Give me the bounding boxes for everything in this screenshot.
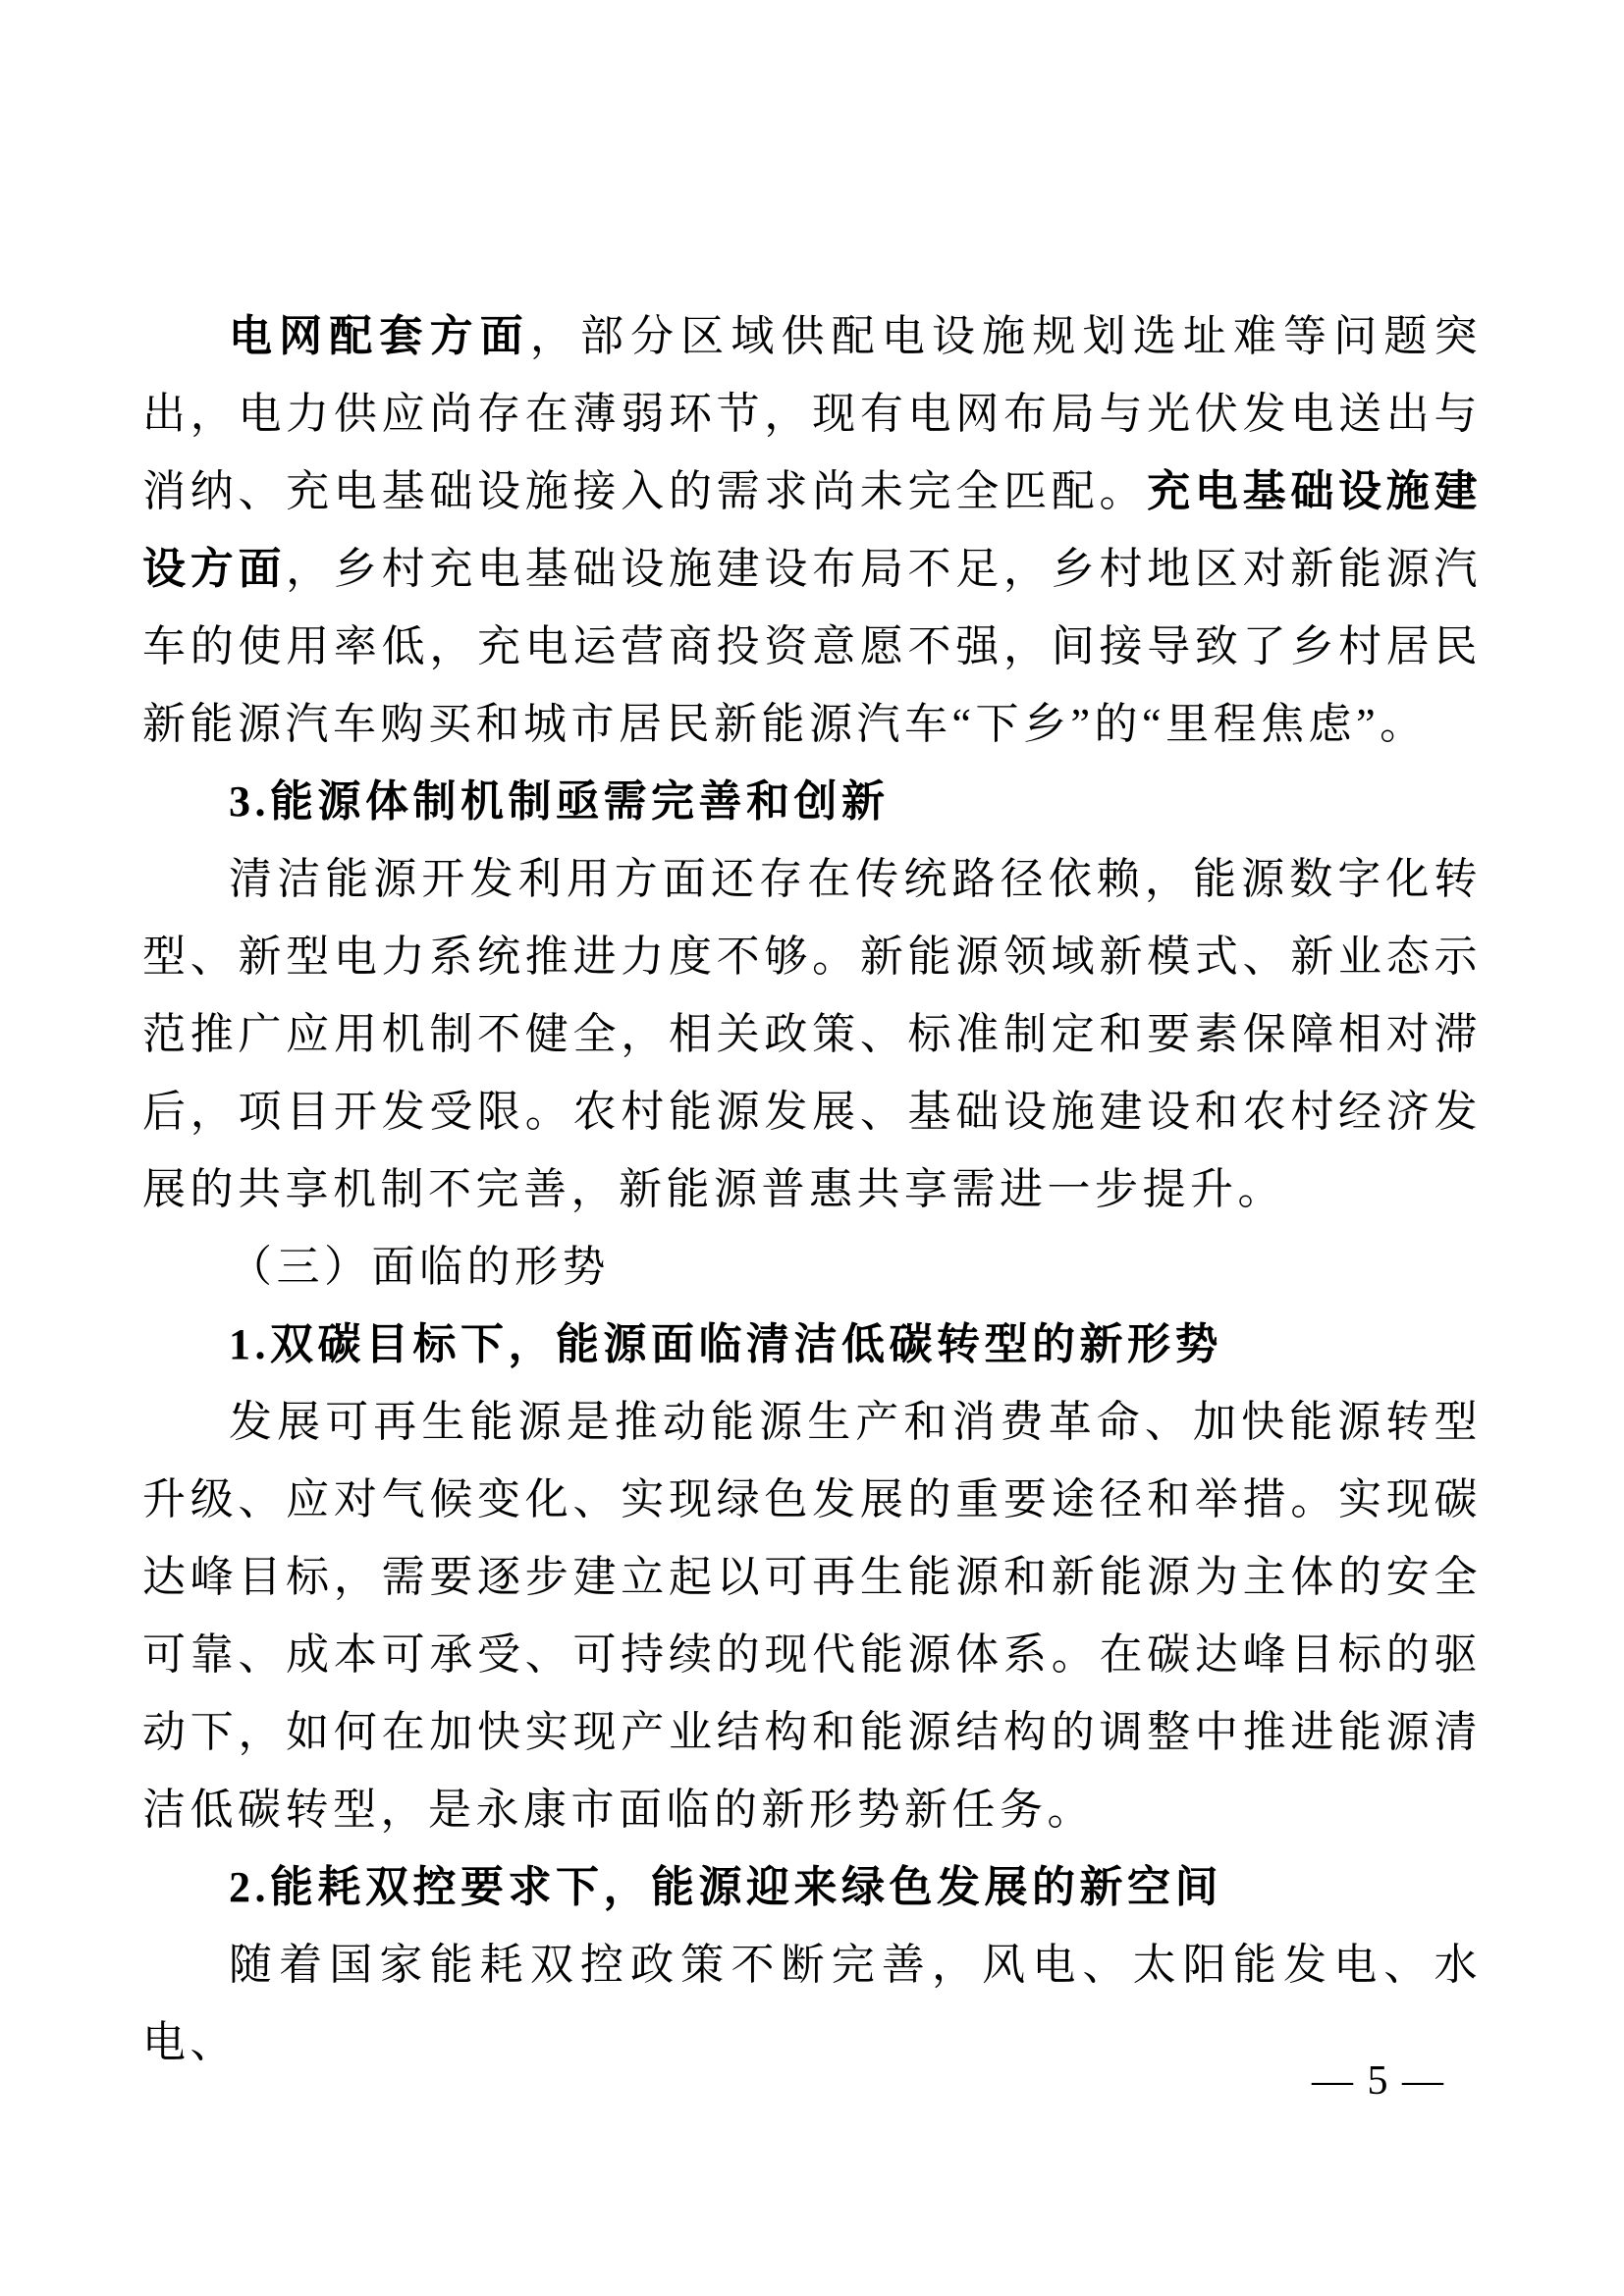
bold-run-grid-support: 电网配套方面 <box>229 312 530 360</box>
subheading-facing-situation: （三）面临的形势 <box>229 1243 610 1291</box>
paragraph-grid-support <box>142 297 1482 763</box>
paragraph-dual-carbon: 发展可再生能源是推动能源生产和消费革命、加快能源转型升级、应对气候变化、实现绿色发展的重要途径和举措。实现碳达峰目标，需要逐步建立起以可再生能源和新能源为主体的安全可靠、成本可承受、可持续的现代能源体系。在碳达峰目标的驱动下，如何在加快实现产业结构和能源结构的调整中推进能源清洁低碳转型，是永康市面临的新形势新任务。 <box>142 1398 1482 1834</box>
paragraph-energy-consumption-control: 随着国家能耗双控政策不断完善，风电、太阳能发电、水电、 <box>142 1941 1482 2066</box>
heading-dual-carbon-goal: 1.双碳目标下，能源面临清洁低碳转型的新形势 <box>229 1320 1222 1368</box>
text-run-grid-support: ，部分区域供配电设施规划选址难等问题突出，电力供应尚存在薄弱环节，现有电网布局与光伏发电送出与消纳、充电基础设施接入的需求尚未完全匹配。 <box>142 312 1482 515</box>
paragraph-mechanism-innovation: 清洁能源开发利用方面还存在传统路径依赖，能源数字化转型、新型电力系统推进力度不够。新能源领域新模式、新业态示范推广应用机制不健全，相关政策、标准制定和要素保障相对滞后，项目开发受限。农村能源发展、基础设施建设和农村经济发展的共享机制不完善，新能源普惠共享需进一步提升。 <box>142 855 1482 1213</box>
text-run-charging-infrastructure: ，乡村充电基础设施建设布局不足，乡村地区对新能源汽车的使用率低，充电运营商投资意愿不强，间接导致了乡村居民新能源汽车购买和城市居民新能源汽车“下乡”的“里程焦虑”。 <box>142 545 1483 748</box>
page-footer <box>1312 2057 1445 2105</box>
heading-energy-system-reform: 3.能源体制机制亟需完善和创新 <box>229 777 890 826</box>
page-number: — 5 — <box>1312 2058 1445 2104</box>
bold-run-charging-infrastructure: 充电基础设施建设方面 <box>142 467 1483 593</box>
heading-energy-consumption-control: 2.能耗双控要求下，能源迎来绿色发展的新空间 <box>229 1863 1222 1911</box>
document-body <box>142 297 1482 2081</box>
